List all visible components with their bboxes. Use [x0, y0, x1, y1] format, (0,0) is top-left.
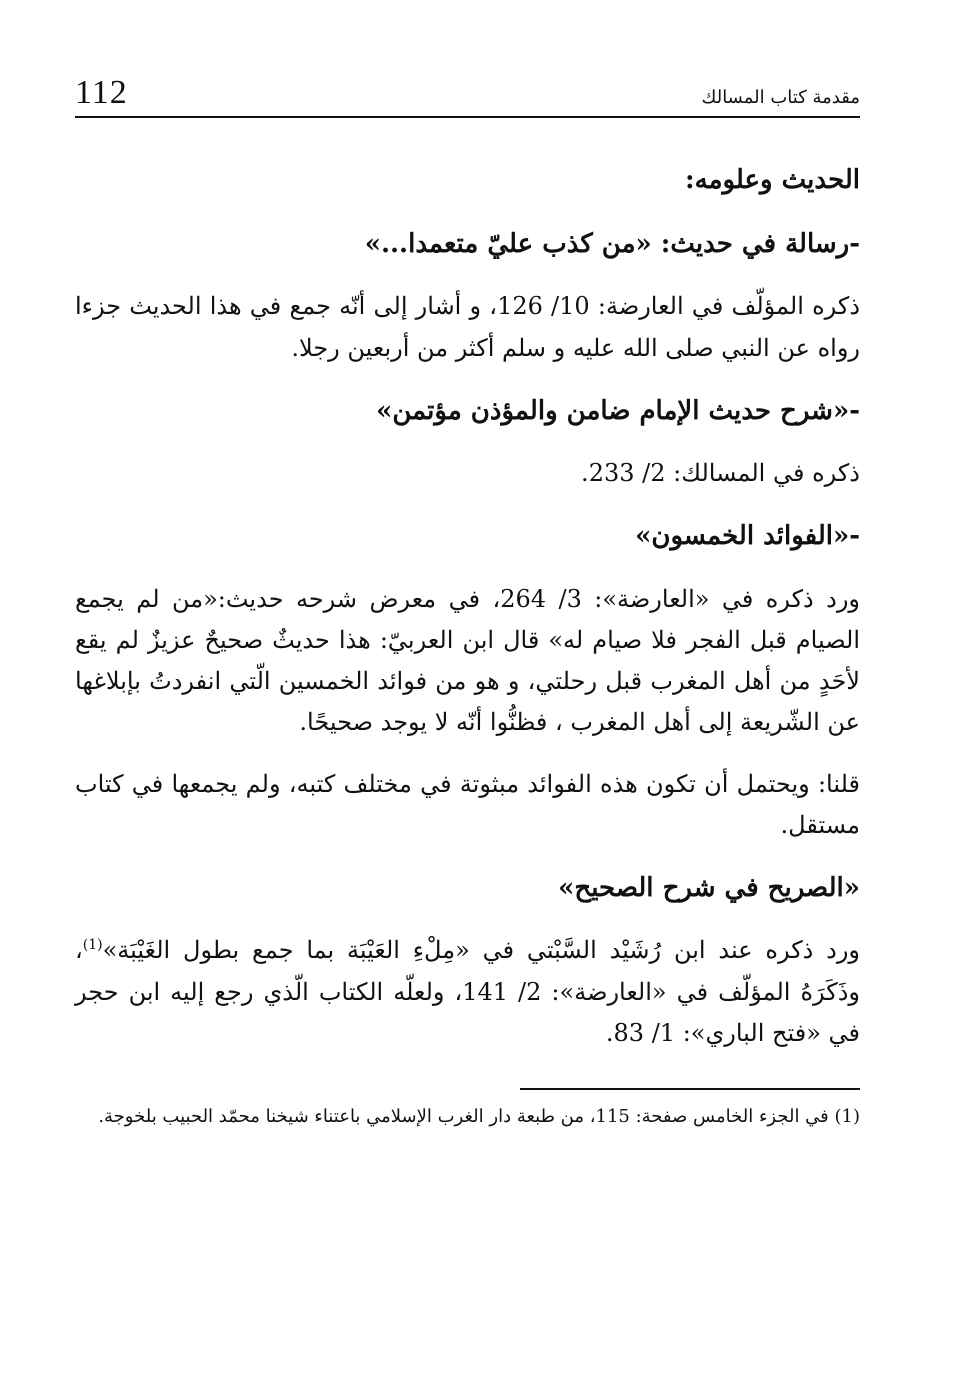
- entry-title-3: -«الفوائد الخمسون»: [635, 521, 860, 552]
- entry-text-2: ذكره في المسالك: 2/ 233.: [581, 459, 860, 488]
- entry-title-1: -رسالة في حديث: «من كذب عليّ متعمدا...»: [364, 229, 860, 260]
- entry-text-4-before: ورد ذكره عند ابن رُشَيْد السَّبْتي في «مِلْءِ العَيْبَة بما جمع بطول الغَيْبَة»: [102, 936, 860, 965]
- section-title: الحديث وعلومه:: [685, 165, 860, 195]
- entry-text-4-after: ، وذَكَرَهُ المؤلّف في «العارضة»: 2/ 141، ولعلّه الكتاب الّذي رجع إليه ابن حجر في «فتح الباري»: 1/ 83.: [75, 936, 860, 1047]
- page-content: [75, 158, 860, 1133]
- entry-text-1: ذكره المؤلّف في العارضة: 10/ 126، و أشار إلى أنّه جمع في هذا الحديث جزءا رواه عن النبي صلى الله عليه و سلم أكثر من أربعين رجلا.: [75, 292, 861, 362]
- entry-title-4: «الصريح في شرح الصحيح»: [558, 873, 860, 904]
- running-title: مقدمة كتاب المسالك: [701, 87, 860, 108]
- footnote-reference[interactable]: (1): [82, 937, 103, 954]
- entry-text-4: [75, 930, 860, 1054]
- entry-text-3: ورد ذكره في «العارضة»: 3/ 264، في معرض شرحه حديث:«من لم يجمع الصيام قبل الفجر فلا صيام له» قال ابن العربيّ: هذا حديثٌ صحيحٌ عزيزٌ لم يقع لأحَدٍ من أهل المغرب قبل رحلتي، و هو من فوائد الخمسين الّتي انفردتُ بإبلاغها عن الشّريعة إلى أهل المغرب ، فظنُّوا أنّه لا يوجد صحيحًا.: [75, 584, 861, 737]
- entry-comment-3: قلنا: ويحتمل أن تكون هذه الفوائد مبثوتة في مختلف كتبه، ولم يجمعها في كتاب مستقل.: [75, 769, 861, 839]
- page-number: 112: [75, 74, 128, 111]
- footnote-text: (1) في الجزء الخامس صفحة: 115، من طبعة دار الغرب الإسلامي باعتناء شيخنا محمّد الحبيب بلخوجة.: [98, 1106, 860, 1128]
- footnote-divider: [520, 1088, 860, 1090]
- document-page: [75, 60, 860, 1350]
- entry-title-2: -«شرح حديث الإمام ضامن والمؤذن مؤتمن»: [376, 395, 860, 426]
- page-header: [75, 60, 860, 118]
